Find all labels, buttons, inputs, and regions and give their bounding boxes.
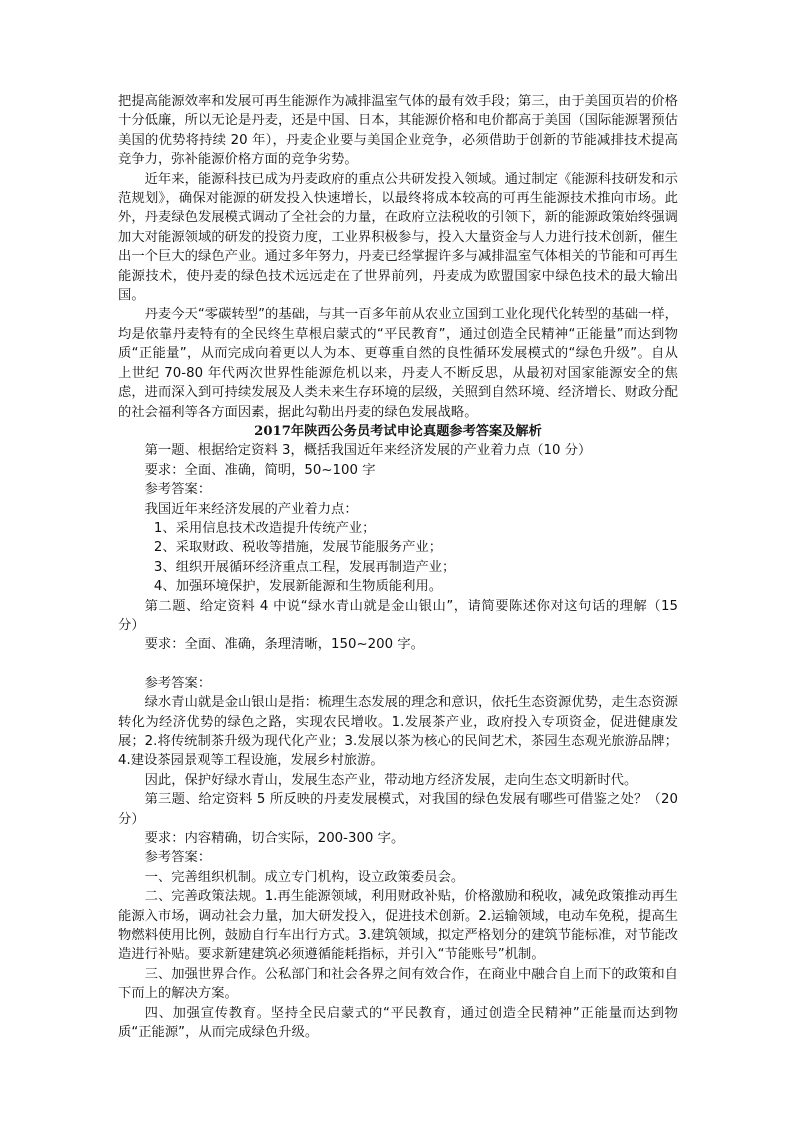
q3-answer-paragraph: 一、完善组织机制。成立专门机构，设立政策委员会。 — [144, 869, 465, 885]
q1-answer-item: 2、采取财政、税收等措施，发展节能服务产业； — [153, 540, 443, 556]
q3-question: 第三题、给定资料 5 所反映的丹麦发展模式，对我国的绿色发展有哪些可借鉴之处？（20 分） — [118, 792, 678, 827]
q1-answer-item: 3、组织开展循环经济重点工程，发展再制造产业； — [153, 559, 456, 575]
q3-answer-paragraph: 二、完善政策法规。1.再生能源领域，利用财政补贴，价格激励和税收，减免政策推动再生能源入市场，调动社会力量，加大研发投入，促进技术创新。2.运输领域，电动车免税，提高生物燃料使用比例，鼓励自行车出行方式。3.建筑领域，拟定严格划分的建筑节能标准，对节能改造进行补贴。要求新建建筑必须遵循能耗指标，并引入“节能账号”机制。 — [118, 889, 678, 963]
blank-line — [118, 655, 678, 674]
intro-paragraph-2: 近年来，能源科技已成为丹麦政府的重点公共研发投入领域。通过制定《能源科技研发和示范规划》，确保对能源的研发投入快速增长，以最终将成本较高的可再生能源技术推向市场。此外，丹麦绿色发展模式调动了全社会的力量，在政府立法税收的引领下，新的能源政策始终强调加大对能源领域的研发的投资力度，工业界积极参与，投入大量资金与人力进行技术创新，催生出一个巨大的绿色产业。通过多年努力，丹麦已经掌握许多与减排温室气体相关的节能和可再生能源技术，使丹麦的绿色技术远远走在了世界前列，丹麦成为欧盟国家中绿色技术的最大输出国。 — [118, 171, 678, 304]
document-page — [118, 92, 678, 1043]
q2-answer-label: 参考答案： — [144, 675, 212, 691]
q1-answer-label: 参考答案： — [144, 482, 212, 498]
q1-answer-item: 1、采用信息技术改造提升传统产业； — [153, 520, 376, 536]
q1-answer-item: 4、加强环境保护，发展新能源和生物质能利用。 — [153, 579, 443, 595]
q1-answer-intro: 我国近年来经济发展的产业着力点： — [144, 501, 358, 517]
q1-requirement: 要求：全面、准确，简明，50~100 字 — [144, 462, 376, 478]
q1-question: 第一题、根据给定资料 3，概括我国近年来经济发展的产业着力点（10 分） — [144, 443, 592, 459]
q3-requirement: 要求：内容精确，切合实际，200-300 字。 — [144, 831, 405, 847]
q2-answer-paragraph: 绿水青山就是金山银山是指：梳理生态发展的理念和意识，依托生态资源优势，走生态资源转化为经济优势的绿色之路，实现农民增收。1.发展茶产业，政府投入专项资金，促进健康发展；2.将传统制茶升级为现代化产业；3.发展以茶为核心的民间艺术，茶园生态观光旅游品牌；4.建设茶园景观等工程设施，发展乡村旅游。 — [118, 695, 678, 769]
q2-answer-paragraph: 因此，保护好绿水青山，发展生态产业，带动地方经济发展，走向生态文明新时代。 — [144, 772, 638, 788]
intro-paragraph-3: 丹麦今天“零碳转型”的基础，与其一百多年前从农业立国到工业化现代化转型的基础一样，均是依靠丹麦特有的全民终生草根启蒙式的“平民教育”，通过创造全民精神“正能量”而达到物质“正能量”，从而完成向着更以人为本、更尊重自然的良性循环发展模式的“绿色升级”。自从上世纪 70-80 年代两次世界性能源危机以来，丹麦人不断反思，从最初对国家能源安全的焦虑，进而深入到可持续发展及人类未来生存环境的层级，关照到自然环境、经济增长、财政分配的社会福利等各方面因素，据此勾勒出丹麦的绿色发展战略。 — [118, 307, 678, 420]
intro-paragraph-1: 把提高能源效率和发展可再生能源作为减排温室气体的最有效手段；第三，由于美国页岩的价格十分低廉，所以无论是丹麦，还是中国、日本，其能源价格和电价都高于美国（国际能源署预估美国的优势将持续 20 年），丹麦企业要与美国企业竞争，必须借助于创新的节能减排技术提高竞争力，弥补能源价格方面的竞争劣势。 — [118, 94, 678, 168]
q3-answer-label: 参考答案： — [144, 850, 212, 866]
q3-answer-paragraph: 四、加强宣传教育。坚持全民启蒙式的“平民教育，通过创造全民精神”正能量而达到物质“正能源”，从而完成绿色升级。 — [118, 1005, 678, 1041]
q2-requirement: 要求：全面、准确，条理清晰，150~200 字。 — [144, 637, 424, 653]
q2-question: 第二题、给定资料 4 中说“绿水青山就是金山银山”，请简要陈述你对这句话的理解（15 分） — [118, 598, 678, 633]
q3-answer-paragraph: 三、加强世界合作。公私部门和社会各界之间有效合作，在商业中融合自上而下的政策和自下而上的解决方案。 — [118, 966, 678, 1002]
section-title: 2017年陕西公务员考试申论真题参考答案及解析 — [254, 423, 542, 439]
